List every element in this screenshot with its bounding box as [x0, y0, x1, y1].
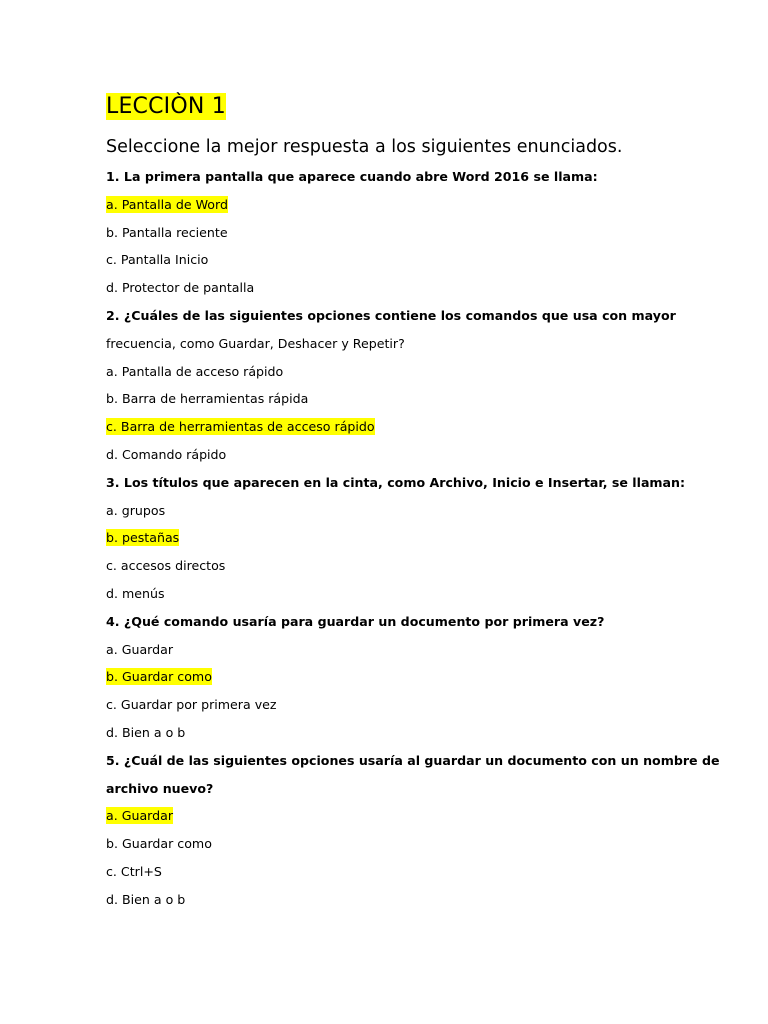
question-text: 2. ¿Cuáles de las siguientes opciones contiene los comandos que usa con mayor	[106, 307, 676, 323]
question-line	[106, 166, 720, 194]
option-text: a. Guardar	[106, 641, 174, 657]
option-text: b. pestañas	[106, 530, 180, 546]
question-text: archivo nuevo?	[106, 780, 214, 796]
option-text: a. Pantalla de Word	[106, 196, 228, 212]
question-text: 3. Los títulos que aparecen en la cinta, como Archivo, Inicio e Insertar, se llaman:	[106, 474, 686, 490]
option-text: a. Pantalla de acceso rápido	[106, 363, 284, 379]
option-text: b. Pantalla reciente	[106, 224, 228, 240]
question-line	[106, 750, 720, 778]
answer-option	[106, 722, 720, 750]
option-text: c. Barra de herramientas de acceso rápido	[106, 419, 375, 435]
answer-option	[106, 388, 720, 416]
answer-option	[106, 222, 720, 250]
option-text: b. Barra de herramientas rápida	[106, 391, 309, 407]
question-text: 4. ¿Qué comando usaría para guardar un documento por primera vez?	[106, 613, 605, 629]
answer-option	[106, 805, 720, 833]
option-text: d. Comando rápido	[106, 446, 227, 462]
answer-option	[106, 500, 720, 528]
answer-option	[106, 889, 720, 917]
answer-option	[106, 194, 720, 222]
questions-list	[106, 166, 720, 917]
option-text: b. Guardar como	[106, 836, 212, 852]
answer-option	[106, 555, 720, 583]
lesson-title-text: LECCIÒN 1	[106, 94, 226, 119]
option-text: d. Protector de pantalla	[106, 280, 255, 296]
question-line	[106, 611, 720, 639]
question-line	[106, 472, 720, 500]
option-text: c. Ctrl+S	[106, 863, 162, 879]
answer-option	[106, 666, 720, 694]
option-text: a. grupos	[106, 502, 166, 518]
answer-option	[106, 861, 720, 889]
answer-option	[106, 444, 720, 472]
question-text: 1. La primera pantalla que aparece cuando abre Word 2016 se llama:	[106, 169, 598, 184]
answer-option	[106, 249, 720, 277]
answer-option	[106, 277, 720, 305]
instructions-heading: Seleccione la mejor respuesta a los siguientes enunciados.	[106, 137, 623, 157]
answer-option	[106, 583, 720, 611]
answer-option	[106, 361, 720, 389]
question-text: 5. ¿Cuál de las siguientes opciones usaría al guardar un documento con un nombre de	[106, 752, 720, 768]
option-text: d. menús	[106, 585, 165, 601]
question-line	[106, 305, 720, 333]
answer-option	[106, 639, 720, 667]
answer-option	[106, 694, 720, 722]
option-text: b. Guardar como	[106, 669, 212, 685]
question-line	[106, 778, 720, 806]
option-text: d. Bien a o b	[106, 891, 186, 907]
answer-option	[106, 416, 720, 444]
option-text: c. accesos directos	[106, 558, 226, 574]
option-text: d. Bien a o b	[106, 724, 186, 740]
option-text: frecuencia, como Guardar, Deshacer y Repetir?	[106, 335, 405, 351]
option-text: c. Guardar por primera vez	[106, 697, 277, 713]
answer-option	[106, 527, 720, 555]
answer-option	[106, 333, 720, 361]
answer-option	[106, 833, 720, 861]
option-text: a. Guardar	[106, 808, 174, 824]
option-text: c. Pantalla Inicio	[106, 252, 209, 268]
lesson-title	[106, 92, 226, 122]
